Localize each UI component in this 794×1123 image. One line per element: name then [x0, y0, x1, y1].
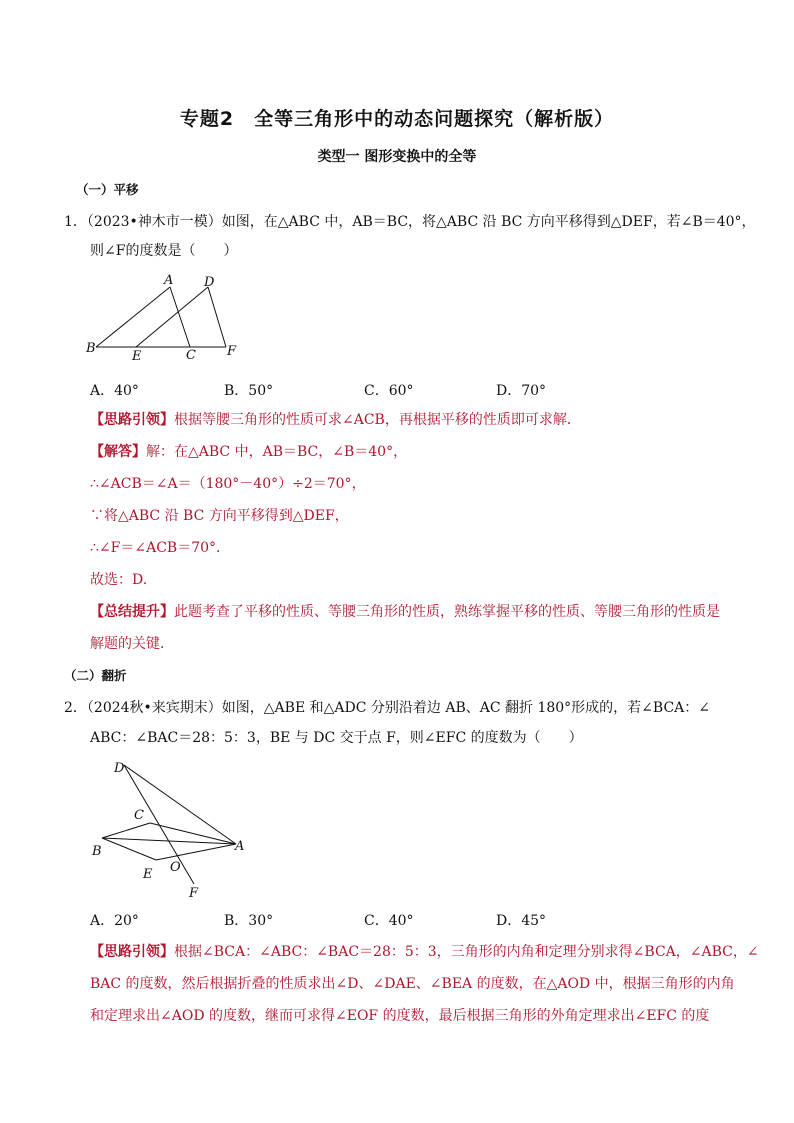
q2-label-a: A — [235, 839, 245, 854]
q1-segment-ba — [96, 287, 170, 347]
q1-hint-text: 根据等腰三角形的性质可求∠ACB，再根据平移的性质即可求解． — [174, 412, 581, 428]
q2-segment-da — [124, 765, 236, 844]
q1-hint — [90, 410, 581, 430]
q2-segment-ea — [156, 844, 236, 860]
q1-label-a: A — [164, 273, 174, 288]
q1-answer-line5: 故选：D. — [90, 572, 148, 588]
q1-hint-tag: 【思路引领】 — [90, 412, 174, 428]
q2-hint-line2: BAC 的度数，然后根据折叠的性质求出∠D、∠DAE、∠BEA 的度数，在△AOD 中，根据三角形的内角 — [90, 976, 735, 992]
q1-segment-df — [208, 287, 226, 347]
q1-label-f: F — [227, 344, 237, 359]
q1-answer-tag: 【解答】 — [90, 444, 146, 460]
q2-stem-line2: ABC：∠BAC＝28：5：3，BE 与 DC 交于点 F，则∠EFC 的度数为（ ） — [90, 730, 583, 746]
q1-label-e: E — [132, 349, 142, 362]
q2-label-d: D — [114, 761, 125, 776]
section-heading-translation: （一）平移 — [76, 182, 139, 197]
q1-summary-line1 — [90, 602, 720, 622]
q1-answer-line2: ∴∠ACB＝∠A＝（180°－40°）÷2＝70°， — [90, 476, 366, 492]
q2-option-d: D．45° — [496, 913, 547, 929]
q1-option-c: C．60° — [364, 383, 414, 399]
q1-figure — [84, 272, 254, 362]
q2-label-o: O — [170, 860, 181, 875]
q2-label-c: C — [134, 808, 144, 823]
q2-hint-line1 — [90, 942, 759, 962]
q2-segment-df — [124, 765, 194, 884]
q1-option-d: D．70° — [496, 383, 547, 399]
q1-stem-line1: 1．（2023•神木市一模）如图，在△ABC 中，AB＝BC，将△ABC 沿 BC 方向平移得到△DEF，若∠B＝40°， — [64, 214, 756, 230]
q1-summary-tag: 【总结提升】 — [90, 604, 174, 620]
q1-stem-line2: 则∠F的度数是（ ） — [90, 243, 238, 259]
q1-option-a: A．40° — [90, 383, 139, 399]
q2-segment-bc — [102, 823, 150, 838]
q1-answer-line1 — [90, 442, 407, 462]
q1-answer-line3: ∵将△ABC 沿 BC 方向平移得到△DEF， — [90, 508, 349, 524]
q2-label-e: E — [143, 867, 153, 882]
q1-label-b: B — [86, 341, 96, 356]
q2-label-b: B — [92, 844, 102, 859]
page-title: 专题2 全等三角形中的动态问题探究（解析版） — [179, 108, 615, 130]
section-heading-folding: （二）翻折 — [64, 668, 127, 683]
q2-segment-be — [102, 838, 156, 860]
q2-stem-line1: 2．（2024秋•来宾期末）如图，△ABE 和△ADC 分别沿着边 AB、AC 翻折 180°形成的，若∠BCA：∠ — [64, 700, 711, 716]
q2-option-c: C．40° — [364, 913, 414, 929]
q1-segment-ed — [136, 287, 208, 347]
q2-hint-text1: 根据∠BCA：∠ABC：∠BAC＝28：5：3，三角形的内角和定理分别求得∠BCA，∠ABC，∠ — [174, 944, 759, 960]
q2-option-b: B．30° — [224, 913, 274, 929]
q1-segment-ac — [170, 287, 190, 347]
q1-summary-text1: 此题考查了平移的性质、等腰三角形的性质，熟练掌握平移的性质、等腰三角形的性质是 — [174, 604, 720, 620]
q2-option-a: A．20° — [90, 913, 139, 929]
q1-label-d: D — [204, 275, 215, 290]
q1-label-c: C — [186, 348, 196, 362]
q1-answer-text1: 解：在△ABC 中，AB＝BC，∠B＝40°， — [146, 444, 408, 460]
q2-figure — [84, 752, 254, 902]
q1-option-b: B．50° — [224, 383, 274, 399]
q2-label-f: F — [189, 886, 199, 901]
q1-answer-line4: ∴∠F＝∠ACB＝70°． — [90, 540, 231, 556]
q1-summary-line2: 解题的关键． — [90, 636, 174, 652]
section-subtitle: 类型一 图形变换中的全等 — [317, 149, 477, 165]
q2-hint-line3: 和定理求出∠AOD 的度数，继而可求得∠EOF 的度数，最后根据三角形的外角定理求出∠EFC 的度 — [90, 1008, 710, 1024]
q2-hint-tag: 【思路引领】 — [90, 944, 174, 960]
